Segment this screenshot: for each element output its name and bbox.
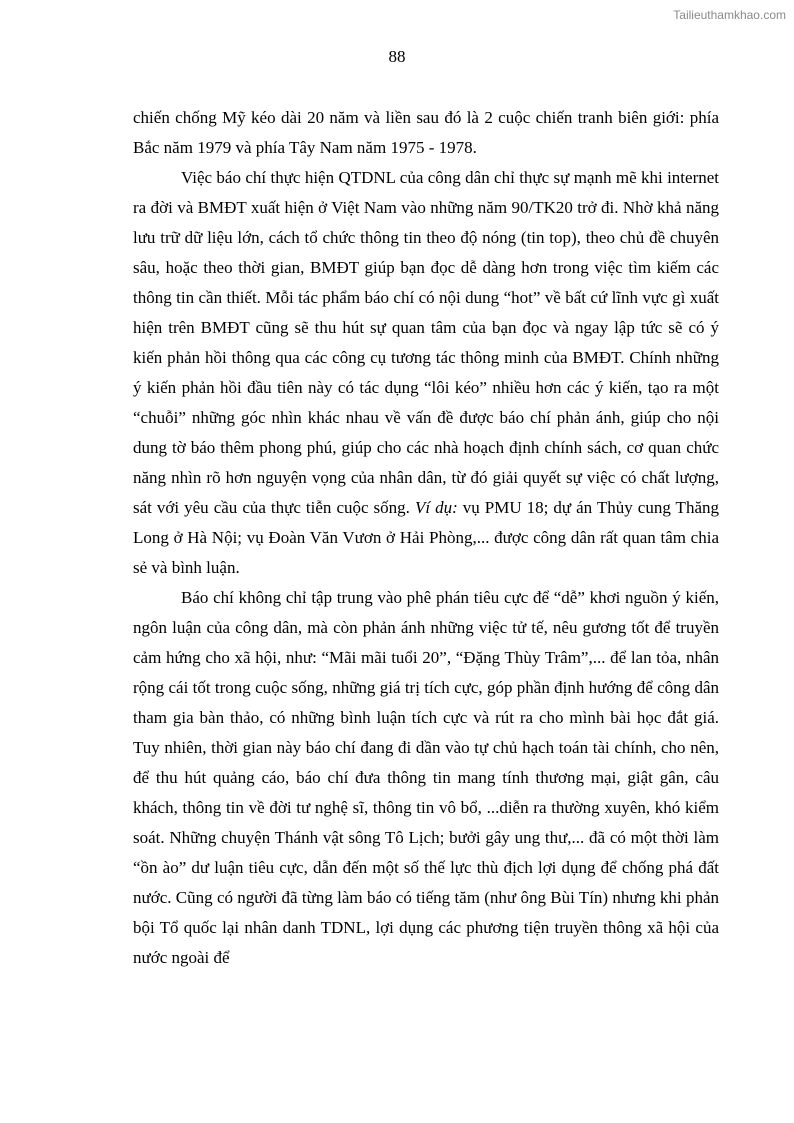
example-label: Ví dụ: bbox=[414, 498, 458, 517]
document-body bbox=[133, 103, 719, 973]
paragraph-text: vụ PMU 18; dự án Thủy cung Thăng Long ở Hà Nội; vụ Đoàn Văn Vươn ở Hải Phòng,... được công dân rất quan tâm chia sẻ và bình luận. bbox=[133, 498, 719, 577]
paragraph-text: Việc báo chí thực hiện QTDNL của công dân chỉ thực sự mạnh mẽ khi internet ra đời và BMĐT xuất hiện ở Việt Nam vào những năm 90/TK20 trở đi. Nhờ khả năng lưu trữ dữ liệu lớn, cách tổ chức thông tin theo độ nóng (tin top), theo chủ đề chuyên sâu, hoặc theo thời gian, BMĐT giúp bạn đọc dễ dàng hơn trong việc tìm kiếm các thông tin cần thiết. Mỗi tác phẩm báo chí có nội dung “hot” về bất cứ lĩnh vực gì xuất hiện trên BMĐT cũng sẽ thu hút sự quan tâm của bạn đọc và ngay lập tức sẽ có ý kiến phản hồi thông qua các công cụ tương tác thông minh của BMĐT. Chính những ý kiến phản hồi đầu tiên này có tác dụng “lôi kéo” nhiều hơn các ý kiến, tạo ra một “chuỗi” những góc nhìn khác nhau về vấn đề được báo chí phản ánh, giúp cho nội dung tờ báo thêm phong phú, giúp cho các nhà hoạch định chính sách, cơ quan chức năng nhìn rõ hơn nguyện vọng của nhân dân, từ đó giải quyết sự việc có chất lượng, sát với yêu cầu của thực tiễn cuộc sống. bbox=[133, 168, 719, 517]
page-number: 88 bbox=[388, 47, 406, 66]
paragraph-press-focus: Báo chí không chỉ tập trung vào phê phán tiêu cực để “dễ” khơi nguồn ý kiến, ngôn luận của công dân, mà còn phản ánh những việc tử tế, nêu gương tốt để truyền cảm hứng cho xã hội, như: “Mãi mãi tuổi 20”, “Đặng Thùy Trâm”,... để lan tỏa, nhân rộng cái tốt trong cuộc sống, những giá trị tích cực, góp phần định hướng để công dân tham gia bàn thảo, có những bình luận tích cực và rút ra cho mình bài học đắt giá. Tuy nhiên, thời gian này báo chí đang đi dần vào tự chủ hạch toán tài chính, cho nên, để thu hút quảng cáo, báo chí đưa thông tin mang tính thương mại, giật gân, câu khách, thông tin về đời tư nghệ sĩ, thông tin vô bổ, ...diễn ra thường xuyên, khó kiểm soát. Những chuyện Thánh vật sông Tô Lịch; bưởi gây ung thư,... đã có một thời làm “ồn ào” dư luận tiêu cực, dẫn đến một số thế lực thù địch lợi dụng để chống phá đất nước. Cũng có người đã từng làm báo có tiếng tăm (như ông Bùi Tín) nhưng khi phản bội Tổ quốc lại nhân danh TDNL, lợi dụng các phương tiện truyền thông xã hội của nước ngoài để bbox=[133, 588, 719, 967]
watermark-text: Tailieuthamkhao.com bbox=[673, 8, 786, 22]
paragraph-continuation: chiến chống Mỹ kéo dài 20 năm và liền sau đó là 2 cuộc chiến tranh biên giới: phía Bắc năm 1979 và phía Tây Nam năm 1975 - 1978. bbox=[133, 108, 719, 157]
paragraph-online-press bbox=[133, 163, 719, 583]
